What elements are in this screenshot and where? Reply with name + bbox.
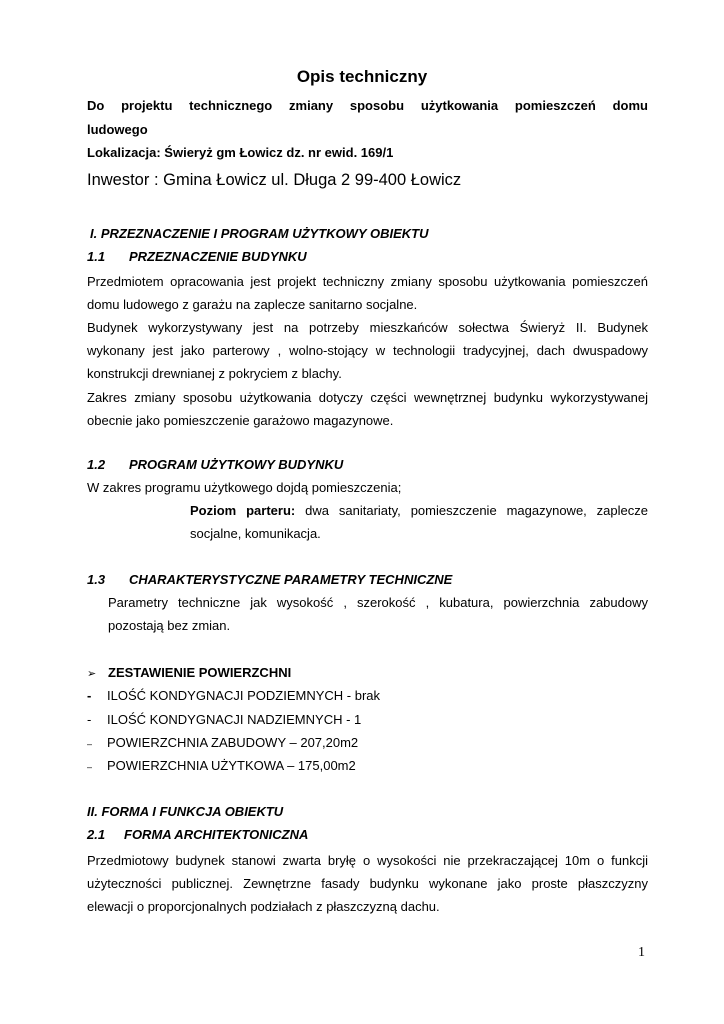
summary-item [87, 757, 356, 776]
summary-item-text: POWIERZCHNIA ZABUDOWY – 207,20m2 [107, 735, 359, 750]
paragraph-line: Zakres zmiany sposobu użytkowania dotyczy części wewnętrznej budynku wykorzystywanej [87, 390, 648, 405]
section-number: 2.1 [87, 827, 106, 842]
location-line: Lokalizacja: Świeryż gm Łowicz dz. nr ewid. 169/1 [87, 145, 394, 160]
summary-title: ZESTAWIENIE POWIERZCHNI [108, 665, 292, 680]
page-number: 1 [638, 945, 645, 960]
section-title: CHARAKTERYSTYCZNE PARAMETRY TECHNICZNE [129, 572, 453, 587]
section-number: 1.3 [87, 572, 106, 587]
section-number: 1.1 [87, 249, 106, 264]
paragraph-line: wykonany jest jako parterowy , wolno-stojący w technologii tradycyjnej, dach dwuspadowy [87, 343, 648, 358]
dash-bullet-icon: - [87, 688, 92, 703]
section-title: FORMA ARCHITEKTONICZNA [124, 827, 309, 842]
investor-line: Inwestor : Gmina Łowicz ul. Długa 2 99-400 Łowicz [87, 171, 462, 189]
dash-bullet-icon: – [87, 739, 93, 749]
section-1-3-heading [87, 571, 452, 589]
project-line-1: Do projektu technicznego zmiany sposobu użytkowania pomieszczeń domu [87, 98, 648, 113]
paragraph-line: elewacji o proporcjonalnych podziałach z płaszczyzną dachu. [87, 899, 440, 914]
summary-heading [87, 664, 291, 683]
level-label: Poziom parteru: [190, 503, 296, 518]
parameters-line-1: Parametry techniczne jak wysokość , szerokość , kubatura, powierzchnia zabudowy [108, 595, 648, 610]
arrow-bullet-icon: ➢ [87, 668, 97, 680]
section-title: PRZEZNACZENIE BUDYNKU [129, 249, 307, 264]
summary-item-text: POWIERZCHNIA UŻYTKOWA – 175,00m2 [107, 758, 356, 773]
summary-item-text: ILOŚĆ KONDYGNACJI PODZIEMNYCH - brak [107, 688, 381, 703]
paragraph-line: obecnie jako pomieszczenie garażowo magazynowe. [87, 413, 394, 428]
section-number: 1.2 [87, 457, 106, 472]
summary-item [87, 711, 361, 729]
program-intro: W zakres programu użytkowego dojdą pomieszczenia; [87, 480, 402, 495]
dash-bullet-icon: - [87, 712, 92, 727]
paragraph-line: Budynek wykorzystywany jest na potrzeby mieszkańców sołectwa Świeryż II. Budynek [87, 320, 648, 335]
paragraph-line: Przedmiotem opracowania jest projekt techniczny zmiany sposobu użytkowania pomieszczeń [87, 274, 648, 289]
project-line-2: ludowego [87, 122, 148, 137]
paragraph-line: konstrukcji drewnianej z pokryciem z blachy. [87, 366, 342, 381]
section-2-heading: II. FORMA I FUNKCJA OBIEKTU [87, 804, 284, 819]
section-1-heading: I. PRZEZNACZENIE I PROGRAM UŻYTKOWY OBIEKTU [90, 226, 429, 241]
level-line [190, 502, 648, 520]
summary-item [87, 734, 358, 753]
section-1-1-heading [87, 248, 307, 266]
summary-item-text: ILOŚĆ KONDYGNACJI NADZIEMNYCH - 1 [107, 712, 362, 727]
section-2-1-heading [87, 826, 308, 844]
level-text: dwa sanitariaty, pomieszczenie magazynowe, zaplecze [305, 503, 648, 518]
level-line-2: socjalne, komunikacja. [190, 526, 321, 541]
section-1-2-heading [87, 456, 343, 474]
summary-item [87, 687, 380, 705]
paragraph-line: domu ludowego z garażu na zaplecze sanitarno socjalne. [87, 297, 418, 312]
section-title: PROGRAM UŻYTKOWY BUDYNKU [129, 457, 344, 472]
dash-bullet-icon: – [87, 762, 93, 772]
parameters-line-2: pozostają bez zmian. [108, 618, 231, 633]
paragraph-line: użyteczności publicznej. Zewnętrzne fasady budynku wykonane jako proste płaszczyzny [87, 876, 648, 891]
paragraph-line: Przedmiotowy budynek stanowi zwarta bryłę o wysokości nie przekraczającej 10m o funkcji [87, 853, 648, 868]
document-title: Opis techniczny [296, 67, 428, 86]
